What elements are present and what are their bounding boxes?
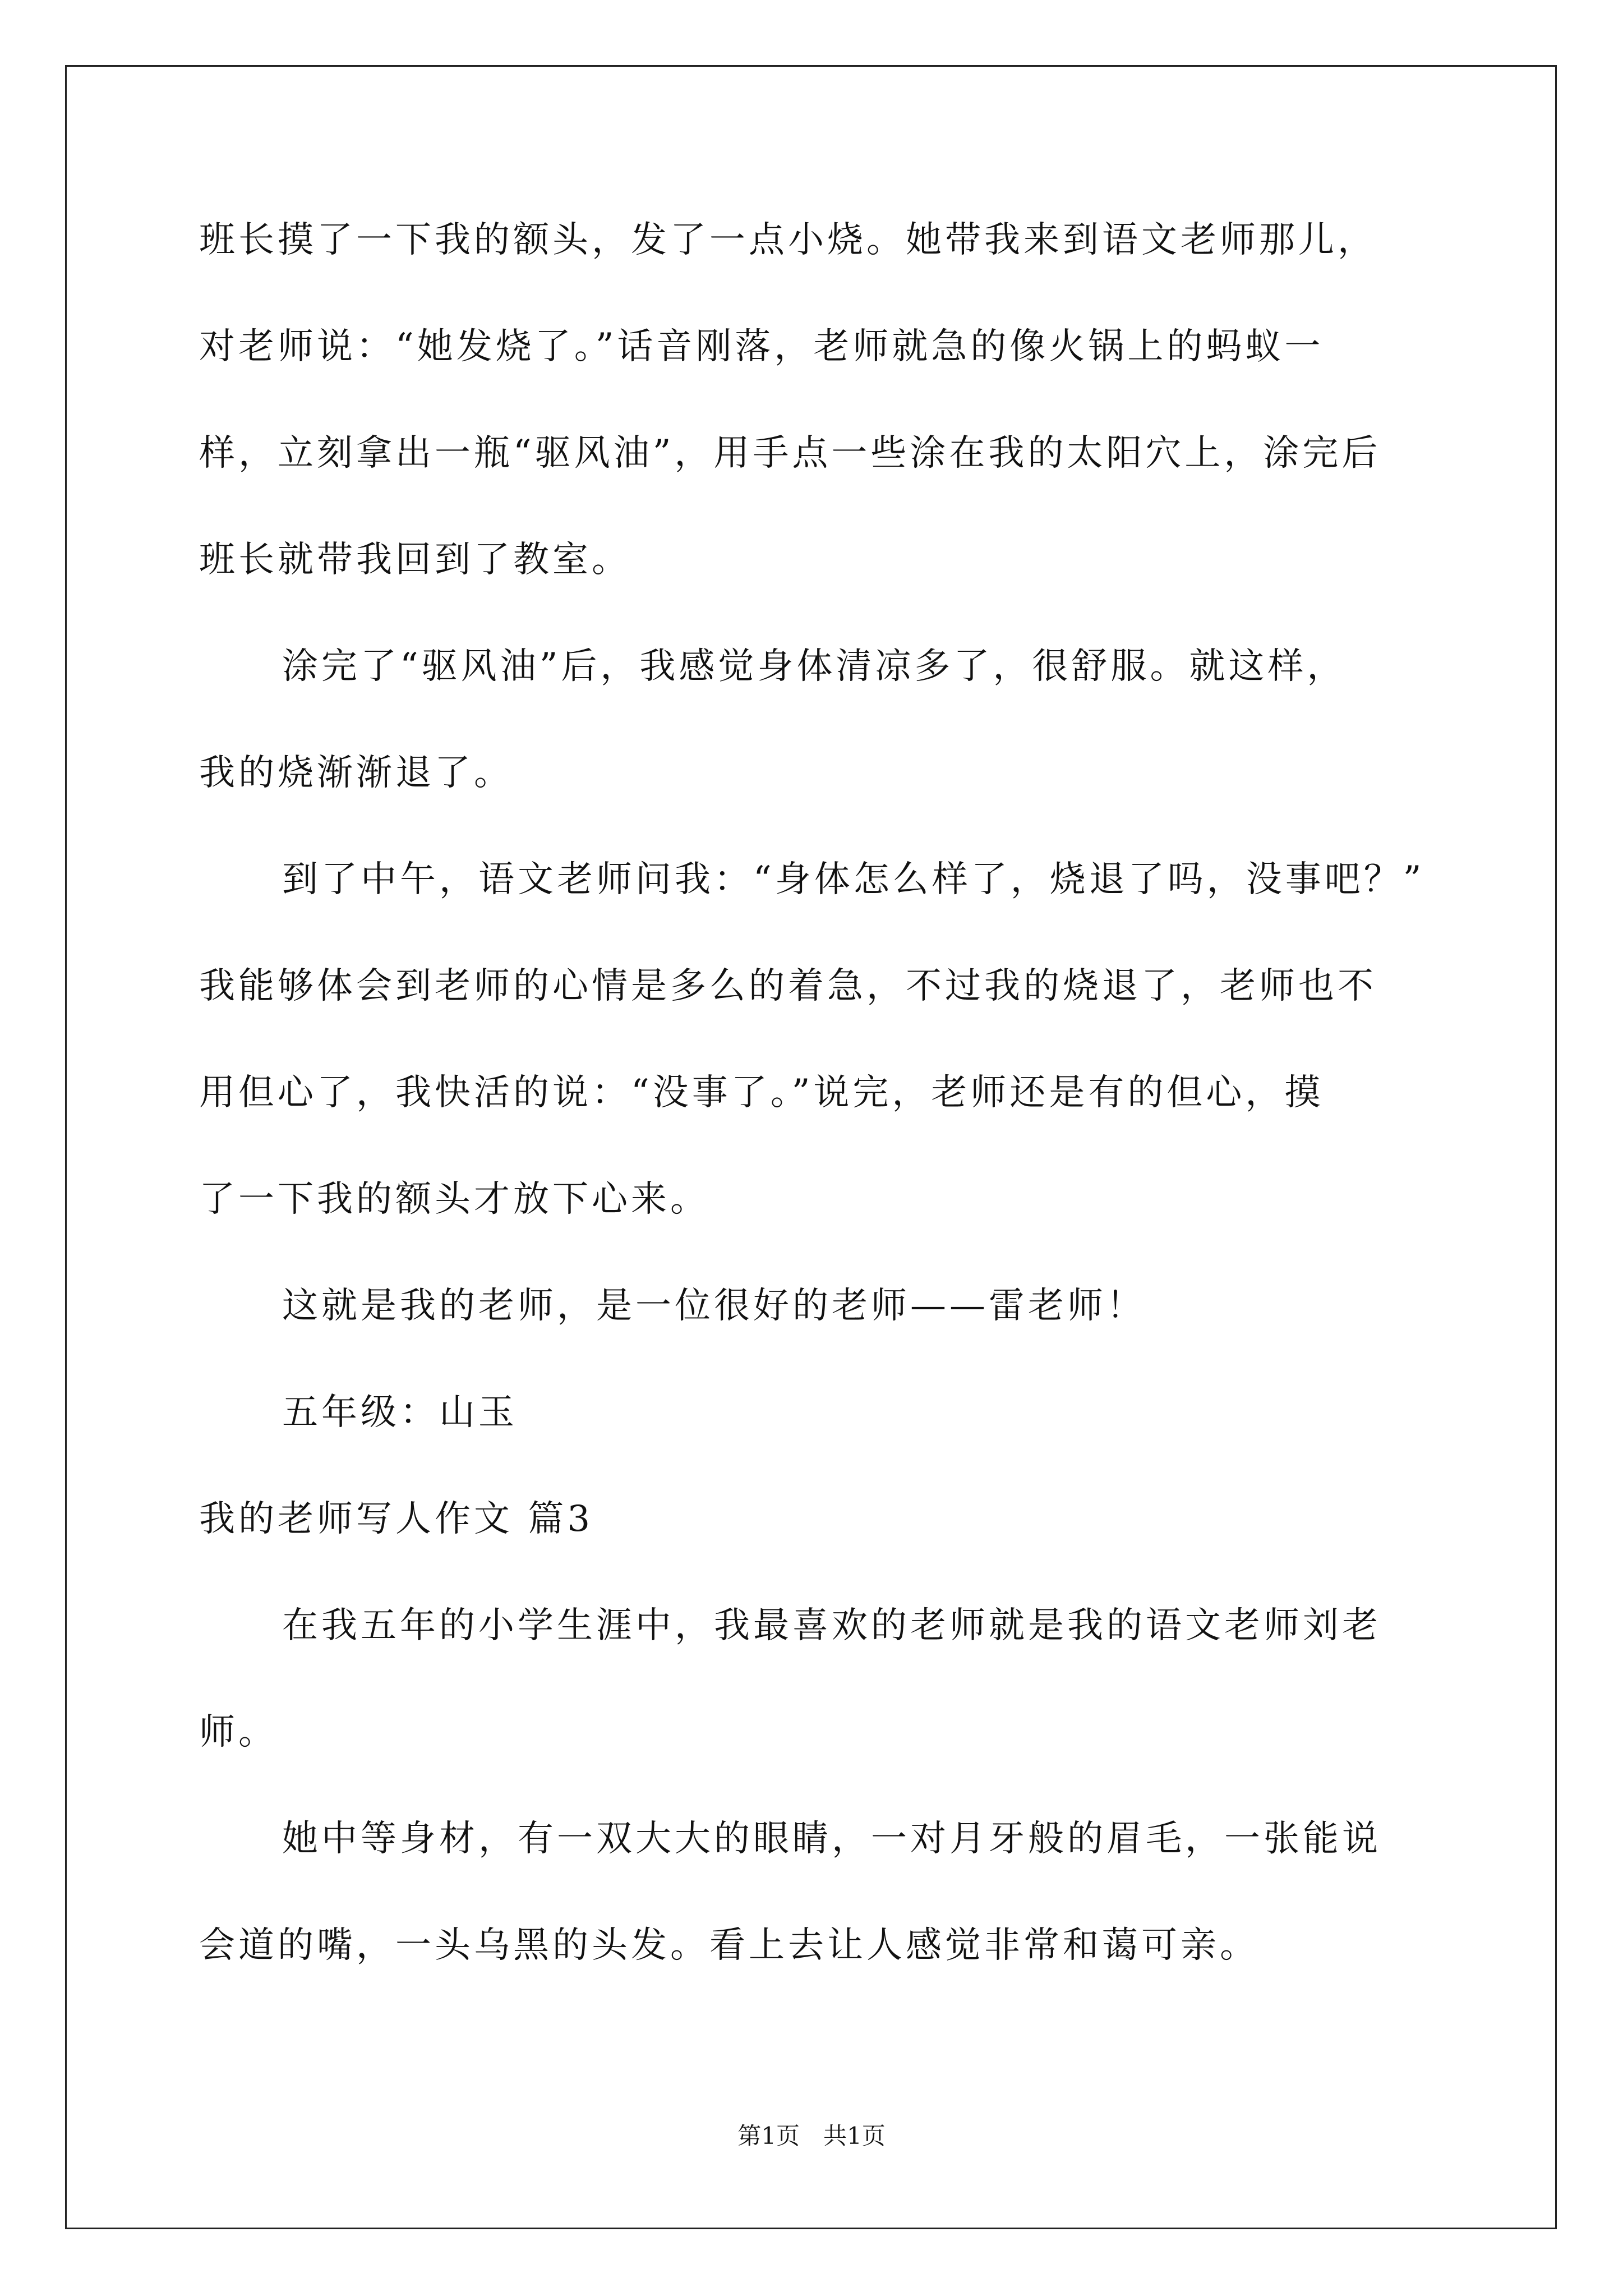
section-heading: 我的老师写人作文 篇3 [199, 1498, 594, 1540]
paragraph-line: 用但心了，我快活的说：“没事了。”说完，老师还是有的但心，摸 [199, 1072, 1324, 1114]
page-border [65, 65, 1557, 2229]
paragraph-line: 班长就带我回到了教室。 [199, 539, 631, 581]
paragraph-line: 我能够体会到老师的心情是多么的着急，不过我的烧退了，老师也不 [199, 965, 1377, 1007]
page-footer: 第1页 共1页 [737, 2122, 886, 2150]
paragraph-line: 涂完了“驱风油”后，我感觉身体清凉多了，很舒服。就这样， [282, 646, 1347, 687]
paragraph-line: 样，立刻拿出一瓶“驱风油”，用手点一些涂在我的太阳穴上，涂完后 [199, 432, 1381, 474]
paragraph-line: 会道的嘴，一头乌黑的头发。看上去让人感觉非常和蔼可亲。 [199, 1925, 1259, 1966]
paragraph-line: 班长摸了一下我的额头，发了一点小烧。她带我来到语文老师那儿， [199, 219, 1377, 261]
paragraph-line: 这就是我的老师，是一位很好的老师——雷老师！ [282, 1285, 1146, 1327]
paragraph-line: 我的烧渐渐退了。 [199, 752, 513, 794]
paragraph-line: 了一下我的额头才放下心来。 [199, 1179, 709, 1220]
paragraph-line: 到了中午，语文老师问我：“身体怎么样了，烧退了吗，没事吧？” [282, 859, 1425, 900]
paragraph-line: 对老师说：“她发烧了。”话音刚落，老师就急的像火锅上的蚂蚁一 [199, 326, 1324, 367]
author-line: 五年级：山玉 [282, 1392, 518, 1433]
paragraph-line: 师。 [199, 1711, 278, 1753]
paragraph-line: 在我五年的小学生涯中，我最喜欢的老师就是我的语文老师刘老 [282, 1605, 1381, 1646]
paragraph-line: 她中等身材，有一双大大的眼睛，一对月牙般的眉毛，一张能说 [282, 1818, 1381, 1860]
